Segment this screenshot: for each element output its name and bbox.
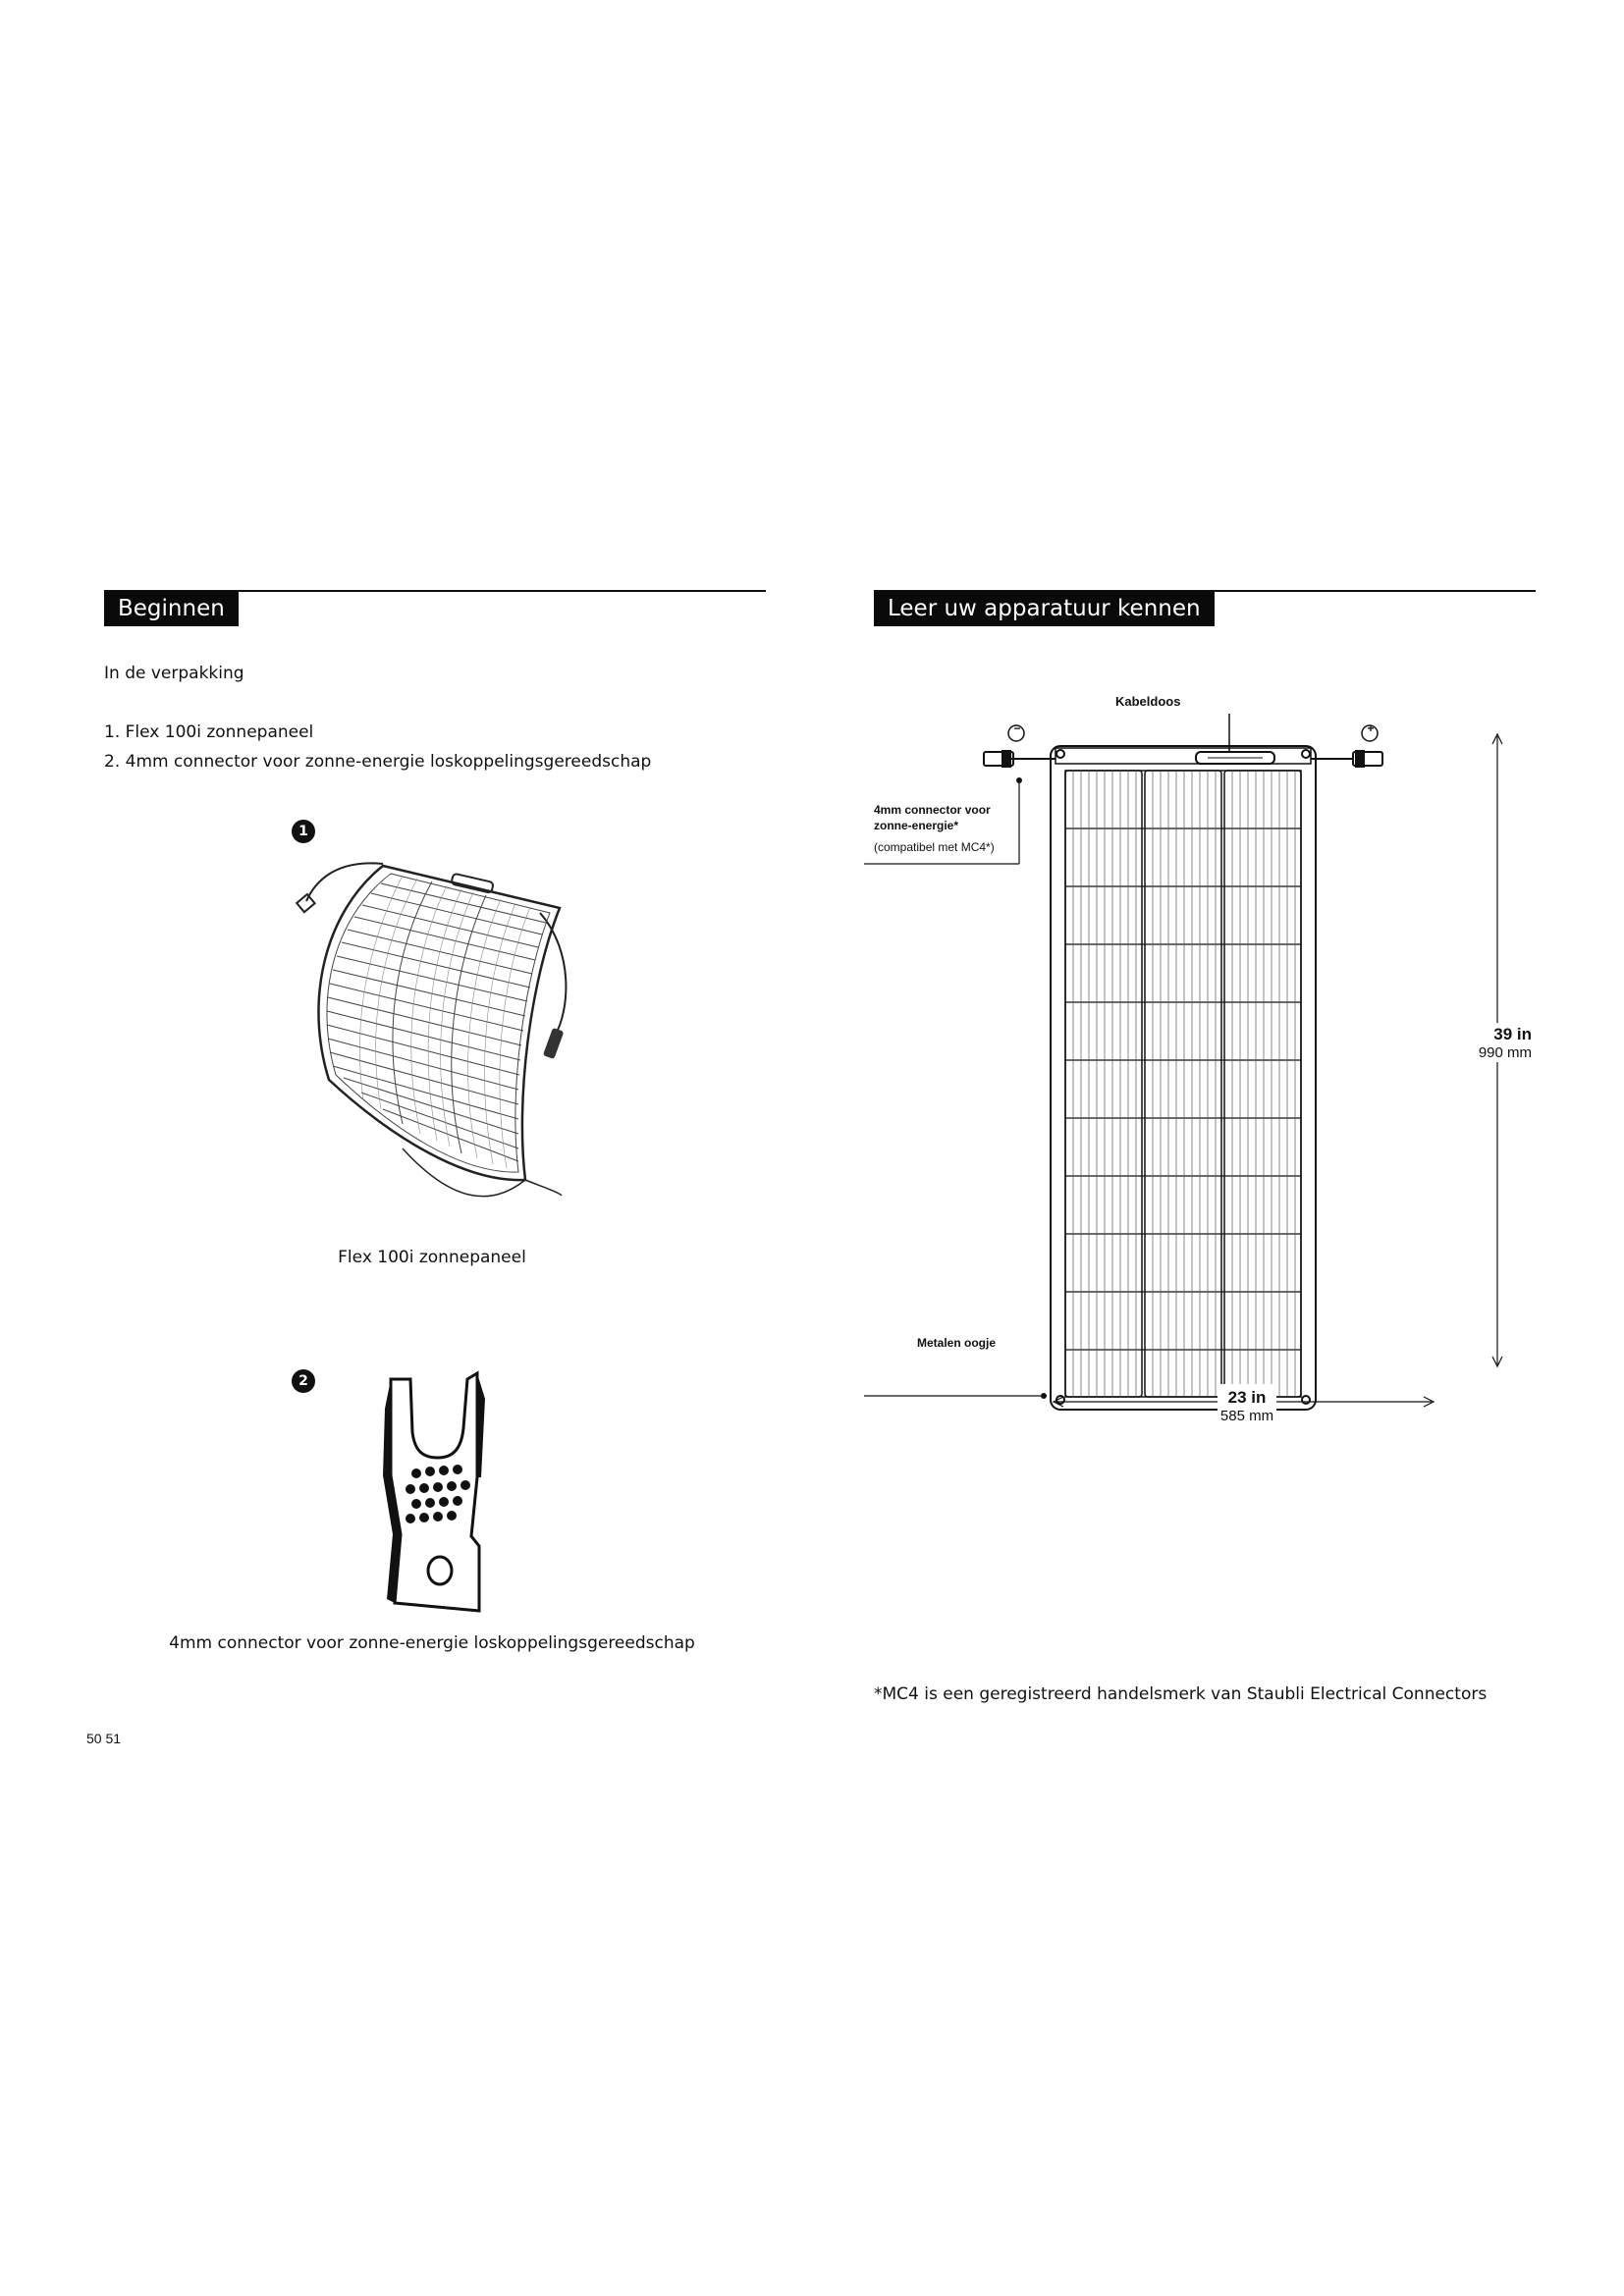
package-item-1: 1. Flex 100i zonnepaneel: [104, 722, 314, 742]
figure-1-badge: 1: [292, 820, 315, 843]
trademark-footnote: *MC4 is een geregistreerd handelsmerk van Staubli Electrical Connectors: [874, 1684, 1488, 1704]
eyelet-label: Metalen oogje: [917, 1336, 997, 1350]
flexible-solar-panel-illustration: [285, 815, 579, 1237]
figure-2-badge: 2: [292, 1369, 315, 1393]
figure-1-caption: Flex 100i zonnepaneel: [338, 1248, 526, 1267]
plus-terminal-label: +: [1367, 721, 1375, 735]
left-section-heading: Beginnen: [104, 591, 239, 626]
width-inches: 23 in: [1227, 1388, 1267, 1407]
page-numbers: 50 51: [86, 1731, 122, 1746]
package-intro: In de verpakking: [104, 664, 244, 683]
right-section-heading: Leer uw apparatuur kennen: [874, 591, 1215, 626]
disconnect-tool-illustration: [373, 1360, 491, 1615]
width-millimetres: 585 mm: [1219, 1408, 1274, 1424]
junction-box-label: Kabeldoos: [1115, 694, 1181, 709]
height-millimetres: 990 mm: [1478, 1044, 1532, 1061]
connector-label-line1: 4mm connector voor: [874, 803, 991, 817]
package-item-2: 2. 4mm connector voor zonne-energie loskoppelingsgereedschap: [104, 752, 652, 772]
panel-dimension-diagram: [864, 687, 1551, 1443]
connector-label-line2: zonne-energie*: [874, 819, 959, 832]
connector-compat-note: (compatibel met MC4*): [874, 840, 995, 854]
minus-terminal-label: −: [1013, 721, 1021, 735]
figure-2-caption: 4mm connector voor zonne-energie loskoppelingsgereedschap: [169, 1633, 695, 1653]
height-inches: 39 in: [1493, 1025, 1532, 1043]
